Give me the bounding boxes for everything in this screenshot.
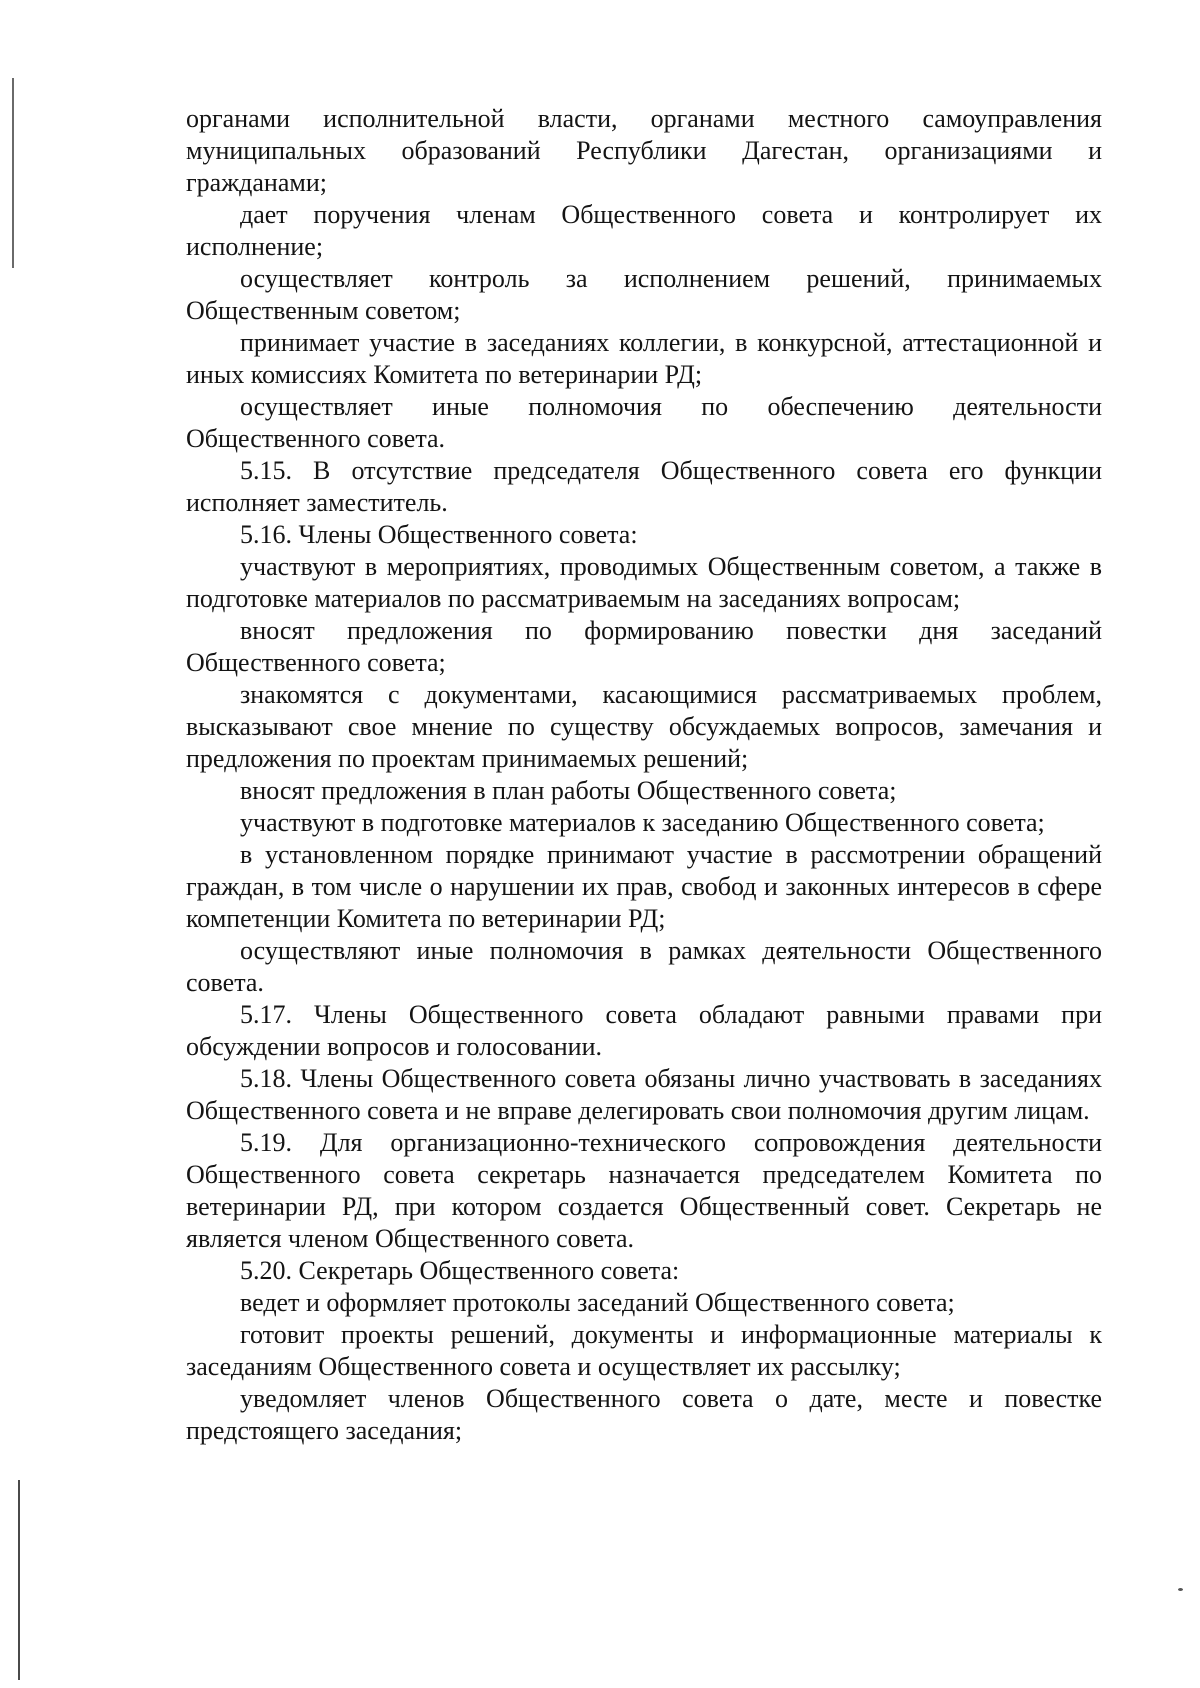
- paragraph-11: вносят предложения в план работы Общественного совета;: [240, 776, 897, 805]
- paragraph-8: участвуют в мероприятиях, проводимых Общественным советом, а также в подготовке материалов по рассматриваемым на заседаниях вопросам;: [186, 552, 1102, 613]
- paragraph-10: знакомятся с документами, касающимися рассматриваемых проблем, высказывают свое мнение по существу обсуждаемых вопросов, замечания и предложения по проектам принимаемых решений;: [186, 680, 1102, 773]
- paragraph-13: в установленном порядке принимают участие в рассмотрении обращений граждан, в том числе о нарушении их прав, свобод и законных интересов в сфере компетенции Комитета по ветеринарии РД;: [186, 840, 1102, 933]
- paragraph-2: дает поручения членам Общественного совета и контролирует их исполнение;: [186, 200, 1102, 261]
- scan-speck: [1178, 1588, 1183, 1591]
- paragraph-6: 5.15. В отсутствие председателя Общественного совета его функции исполняет заместитель.: [186, 456, 1102, 517]
- scan-edge-line-bottom: [18, 1480, 20, 1680]
- paragraph-5: осуществляет иные полномочия по обеспечению деятельности Общественного совета.: [186, 392, 1102, 453]
- paragraph-14: осуществляют иные полномочия в рамках деятельности Общественного совета.: [186, 936, 1102, 997]
- paragraph-18: 5.20. Секретарь Общественного совета:: [240, 1256, 680, 1285]
- paragraph-4: принимает участие в заседаниях коллегии, в конкурсной, аттестационной и иных комиссиях Комитета по ветеринарии РД;: [186, 328, 1102, 389]
- paragraph-1: органами исполнительной власти, органами местного самоуправления муниципальных образований Республики Дагестан, организациями и гражданами;: [186, 104, 1102, 197]
- paragraph-9: вносят предложения по формированию повестки дня заседаний Общественного совета;: [186, 616, 1102, 677]
- paragraph-19: ведет и оформляет протоколы заседаний Общественного совета;: [240, 1288, 955, 1317]
- paragraph-15: 5.17. Члены Общественного совета обладают равными правами при обсуждении вопросов и голосовании.: [186, 1000, 1102, 1061]
- paragraph-21: уведомляет членов Общественного совета о дате, месте и повестке предстоящего заседания;: [186, 1384, 1102, 1445]
- document-body: [186, 103, 1102, 1447]
- scan-edge-line-top: [12, 78, 14, 268]
- paragraph-7: 5.16. Члены Общественного совета:: [240, 520, 638, 549]
- paragraph-17: 5.19. Для организационно-технического сопровождения деятельности Общественного совета секретарь назначается председателем Комитета по ветеринарии РД, при котором создается Общественный совет. Секретарь не является членом Общественного совета.: [186, 1128, 1102, 1253]
- paragraph-12: участвуют в подготовке материалов к заседанию Общественного совета;: [240, 808, 1045, 837]
- paragraph-16: 5.18. Члены Общественного совета обязаны лично участвовать в заседаниях Общественного совета и не вправе делегировать свои полномочия другим лицам.: [186, 1064, 1102, 1125]
- paragraph-3: осуществляет контроль за исполнением решений, принимаемых Общественным советом;: [186, 264, 1102, 325]
- paragraph-20: готовит проекты решений, документы и информационные материалы к заседаниям Общественного совета и осуществляет их рассылку;: [186, 1320, 1102, 1381]
